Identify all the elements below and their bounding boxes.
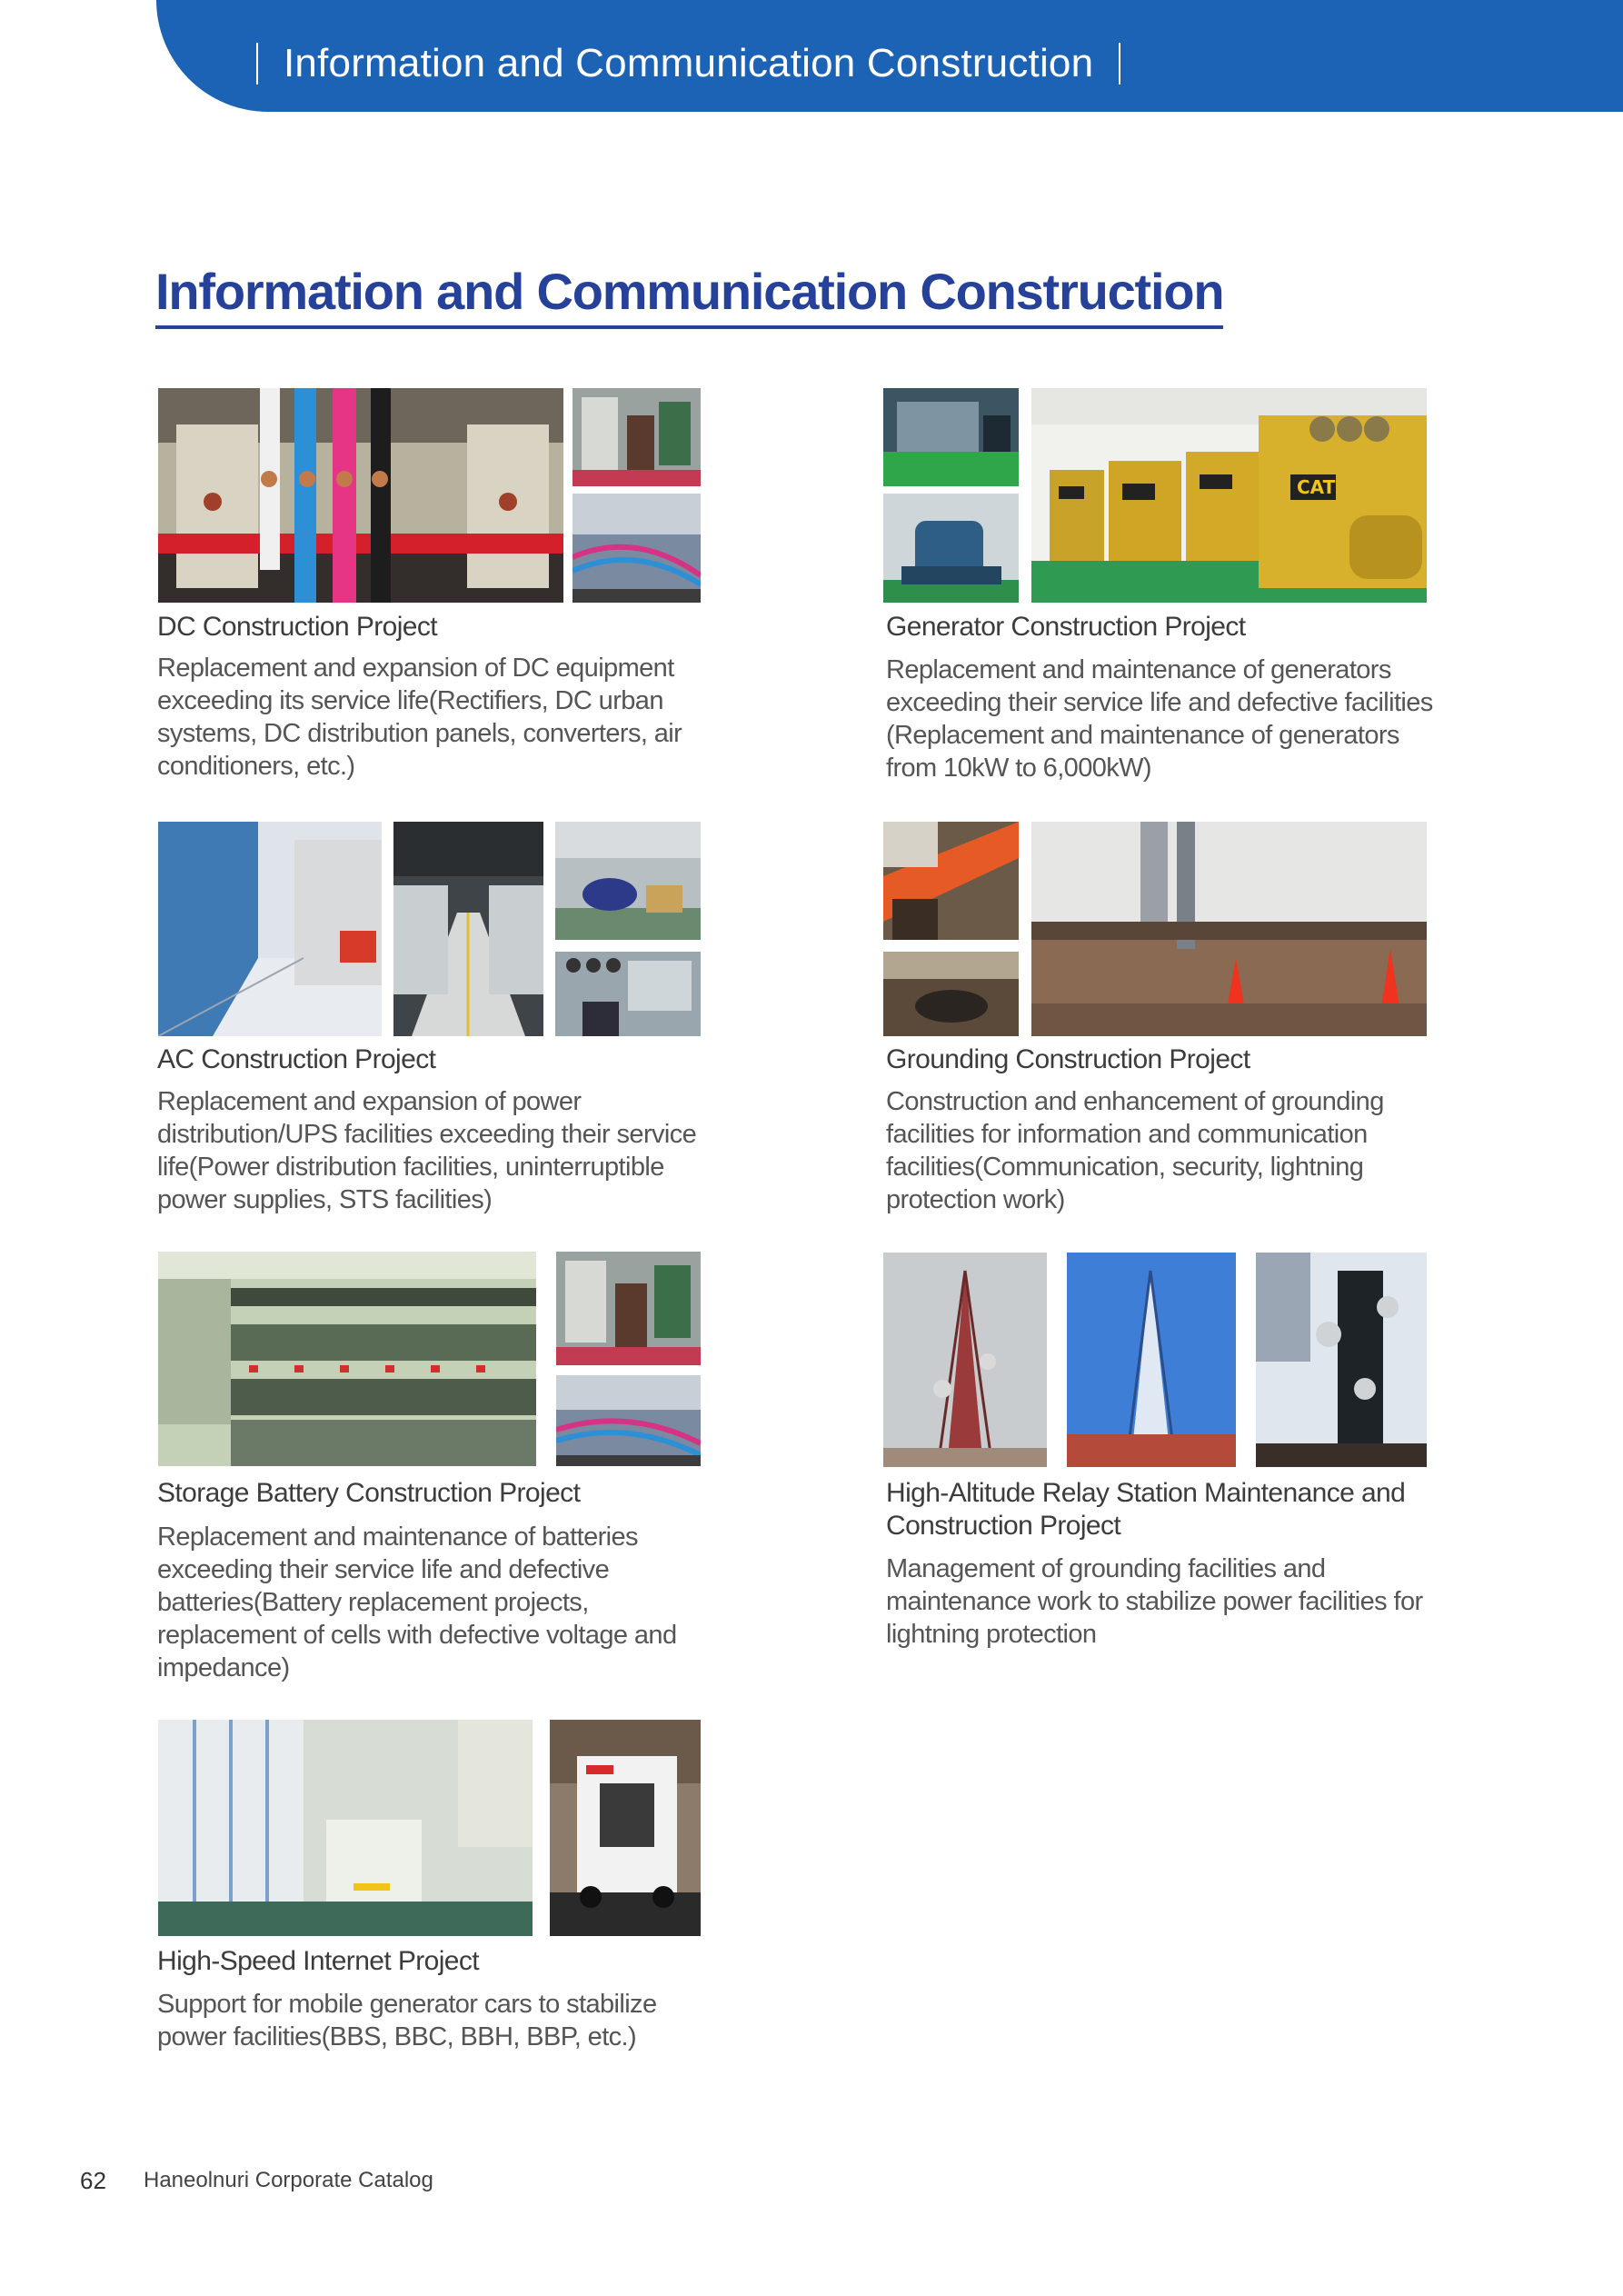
ac-project-description: Replacement and expansion of power distribution/UPS facilities exceeding their service life(Power distribution facilities, uninterruptible power supplies, STS facilities) — [157, 1087, 697, 1214]
dc-photo-main — [158, 388, 563, 603]
generator-project-title: Generator Construction Project — [886, 612, 1246, 642]
internet-photo-main — [158, 1720, 533, 1936]
ac-project-title: AC Construction Project — [157, 1044, 436, 1074]
ac-photo-bottom-right — [555, 952, 701, 1036]
generator-photo-bottom-left — [883, 494, 1019, 603]
battery-project-title: Storage Battery Construction Project — [157, 1478, 581, 1508]
relay-photo-right — [1256, 1253, 1427, 1467]
svg-text:CAT: CAT — [1297, 476, 1336, 498]
battery-photo-top — [556, 1252, 701, 1365]
header-title-text: Information and Communication Construction — [284, 41, 1094, 85]
relay-photo-middle — [1067, 1253, 1236, 1467]
grounding-photo-main — [1031, 822, 1427, 1036]
internet-project-description: Support for mobile generator cars to stabilize power facilities(BBS, BBC, BBH, BBP, etc.) — [157, 1990, 657, 2051]
battery-project-description: Replacement and maintenance of batteries exceeding their service life and defective batteries(Battery replacement projects, replacement of cells with defective voltage and impedance) — [157, 1522, 677, 1682]
internet-photo-truck — [550, 1720, 701, 1936]
relay-photo-left — [883, 1253, 1047, 1467]
grounding-project-description: Construction and enhancement of grounding facilities for information and communication facilities(Communication, security, lightning protection work) — [886, 1087, 1384, 1214]
ac-photo-middle — [393, 822, 543, 1036]
generator-photo-main — [1031, 388, 1427, 603]
dc-photo-bottom — [573, 494, 701, 603]
catalog-name: Haneolnuri Corporate Catalog — [144, 2168, 433, 2192]
relay-project-description: Management of grounding facilities and maintenance work to stabilize power facilities for lightning protection — [886, 1554, 1423, 1649]
generator-photo-top-left — [883, 388, 1019, 486]
dc-photo-top — [573, 388, 701, 486]
dc-project-description: Replacement and expansion of DC equipment exceeding its service life(Rectifiers, DC urban systems, DC distribution panels, converters, air conditioners, etc.) — [157, 654, 682, 781]
ac-photo-top-right — [555, 822, 701, 940]
battery-photo-main — [158, 1252, 536, 1466]
section-title: Information and Communication Construction — [155, 264, 1223, 329]
battery-photo-bottom — [556, 1375, 701, 1466]
header-title — [256, 41, 1120, 86]
grounding-project-title: Grounding Construction Project — [886, 1044, 1250, 1074]
generator-project-description: Replacement and maintenance of generators exceeding their service life and defective facilities (Replacement and maintenance of generators from 10kW to 6,000kW) — [886, 655, 1433, 783]
internet-project-title: High-Speed Internet Project — [157, 1946, 480, 1976]
grounding-photo-top-left — [883, 822, 1019, 940]
header-title-divider-left — [256, 43, 258, 85]
dc-project-title: DC Construction Project — [157, 612, 437, 642]
header-title-divider-right — [1119, 43, 1120, 85]
relay-project-title: High-Altitude Relay Station Maintenance and Construction Project — [886, 1478, 1406, 1541]
grounding-photo-bottom-left — [883, 952, 1019, 1036]
ac-photo-left — [158, 822, 382, 1036]
page-number: 62 — [80, 2167, 106, 2194]
